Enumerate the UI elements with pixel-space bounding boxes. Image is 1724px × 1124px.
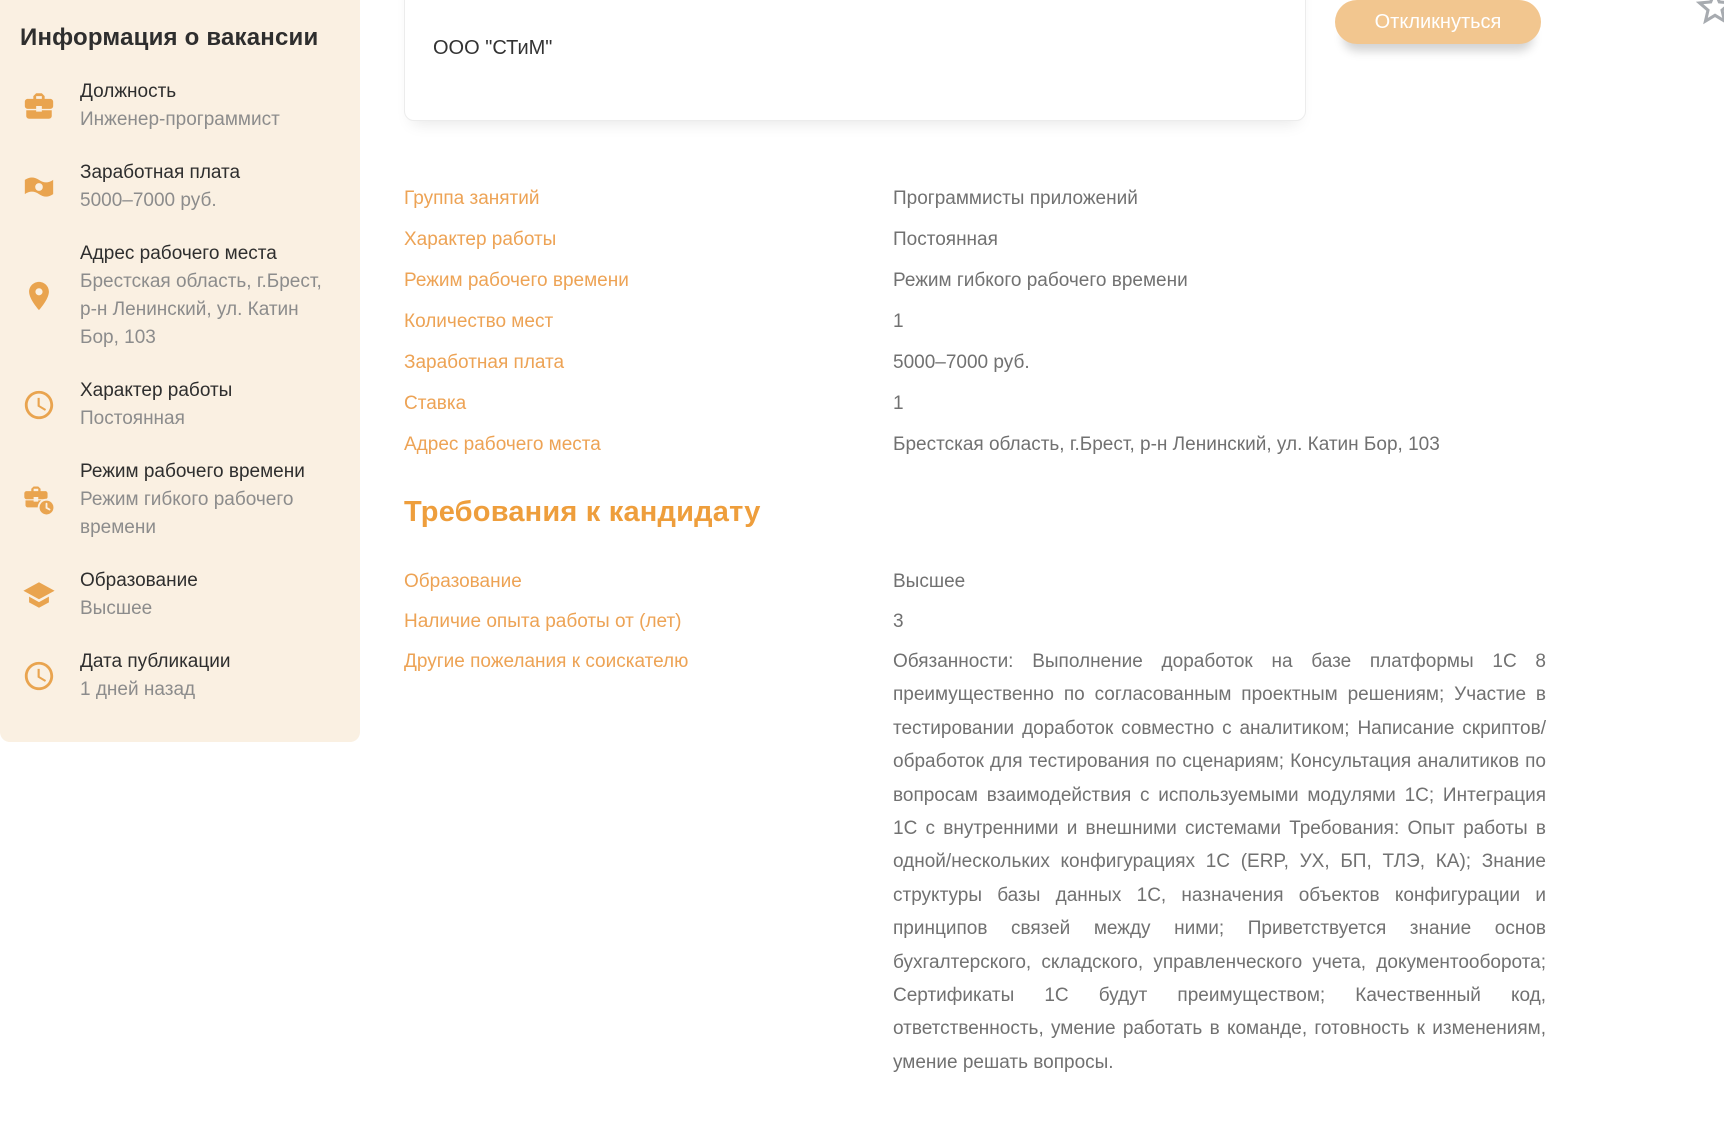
- briefcase-icon: [20, 89, 58, 123]
- sidebar-title: Информация о вакансии: [20, 24, 319, 51]
- apply-button[interactable]: Откликнуться: [1335, 0, 1541, 44]
- location-pin-icon: [20, 279, 58, 313]
- requirements-section-title: Требования к кандидату: [404, 496, 761, 528]
- field-row: [404, 651, 1546, 1079]
- sidebar-item-text: [80, 648, 340, 704]
- field-label: Характер работы: [404, 229, 557, 250]
- field-label: Наличие опыта работы от (лет): [404, 611, 682, 632]
- field-label: Заработная плата: [404, 352, 565, 373]
- field-label: Ставка: [404, 393, 467, 414]
- field-row: [404, 352, 1546, 373]
- star-icon[interactable]: [1692, 0, 1724, 30]
- field-row: [404, 571, 1546, 592]
- field-value: Программисты приложений: [893, 188, 1138, 209]
- field-label: Режим рабочего времени: [404, 270, 629, 291]
- sidebar-item-text: [80, 377, 340, 433]
- briefcase-clock-icon: [20, 483, 58, 517]
- sidebar-items-list: [0, 78, 360, 704]
- field-value: Брестская область, г.Брест, р-н Ленинский, ул. Катин Бор, 103: [893, 434, 1440, 455]
- field-label: Количество мест: [404, 311, 554, 332]
- sidebar-item: [0, 78, 360, 134]
- clock-icon: [20, 388, 58, 422]
- field-row: [404, 270, 1546, 291]
- field-row: [404, 229, 1546, 250]
- sidebar-item: [0, 567, 360, 623]
- sidebar-item-value: Постоянная: [80, 408, 185, 429]
- sidebar-item-label: Дата публикации: [80, 651, 231, 672]
- clock-icon: [20, 659, 58, 693]
- sidebar-item: [0, 458, 360, 542]
- banknote-icon: [20, 170, 58, 204]
- sidebar-item-text: [80, 458, 340, 542]
- sidebar-item-label: Режим рабочего времени: [80, 461, 305, 482]
- field-value: Постоянная: [893, 229, 998, 250]
- field-value: 3: [893, 611, 904, 632]
- sidebar-item-label: Образование: [80, 570, 198, 591]
- company-name: ООО "СТиМ": [433, 37, 553, 59]
- sidebar-item: [0, 648, 360, 704]
- sidebar-item-value: 5000–7000 руб.: [80, 190, 217, 211]
- sidebar-item: [0, 240, 360, 352]
- sidebar-item-value: 1 дней назад: [80, 679, 196, 700]
- field-value: Высшее: [893, 571, 966, 592]
- sidebar-item-value: Высшее: [80, 598, 153, 619]
- field-value: Обязанности: Выполнение доработок на базе платформы 1С 8 преимущественно по согласованным проектным решениям; Участие в тестировании доработок совместно с аналитиком; Написание скриптов/обработок для тестирования по сценариям; Консультация аналитиков по вопросам взаимодействия с используемыми модулями 1С; Интеграция 1С с внутренними и внешними системами Требования: Опыт работы в одной/нескольких конфигурациях 1С (ERP, УХ, БП, ТЛЭ, КА); Знание структуры базы данных 1С, назначения объектов конфигурации и принципов связей между ними; Приветствуется знание основ бухгалтерского, складского, управленческого учета, документооборота; Сертификаты 1С будут преимуществом; Качественный код, ответственность, умение работать в команде, готовность к изменениям, умение решать вопросы.: [893, 651, 1546, 1073]
- field-row: [404, 188, 1546, 209]
- sidebar-item-label: Должность: [80, 81, 177, 102]
- field-row: [404, 393, 1546, 414]
- sidebar-item-value: Инженер-программист: [80, 109, 280, 130]
- field-row: [404, 434, 1546, 455]
- sidebar-item-text: [80, 78, 340, 134]
- field-value: 5000–7000 руб.: [893, 352, 1030, 373]
- field-row: [404, 311, 1546, 332]
- sidebar-item-value: Брестская область, г.Брест, р-н Ленинский, ул. Катин Бор, 103: [80, 271, 322, 348]
- sidebar-item-text: [80, 240, 340, 352]
- field-value: 1: [893, 311, 904, 332]
- sidebar-item: [0, 159, 360, 215]
- company-card: [404, 0, 1306, 121]
- field-label: Образование: [404, 571, 522, 592]
- sidebar-item-label: Характер работы: [80, 380, 233, 401]
- field-label: Другие пожелания к соискателю: [404, 651, 689, 672]
- sidebar-item-label: Адрес рабочего места: [80, 243, 277, 264]
- vacancy-fields: [404, 188, 1546, 475]
- field-value: 1: [893, 393, 904, 414]
- vacancy-info-sidebar: [0, 0, 360, 742]
- sidebar-item-label: Заработная плата: [80, 162, 241, 183]
- field-row: [404, 611, 1546, 632]
- sidebar-item-text: [80, 567, 340, 623]
- field-label: Группа занятий: [404, 188, 540, 209]
- sidebar-item: [0, 377, 360, 433]
- requirement-fields: [404, 571, 1546, 1098]
- field-label: Адрес рабочего места: [404, 434, 601, 455]
- sidebar-item-text: [80, 159, 340, 215]
- graduation-cap-icon: [20, 578, 58, 612]
- field-value: Режим гибкого рабочего времени: [893, 270, 1188, 291]
- sidebar-item-value: Режим гибкого рабочего времени: [80, 489, 294, 538]
